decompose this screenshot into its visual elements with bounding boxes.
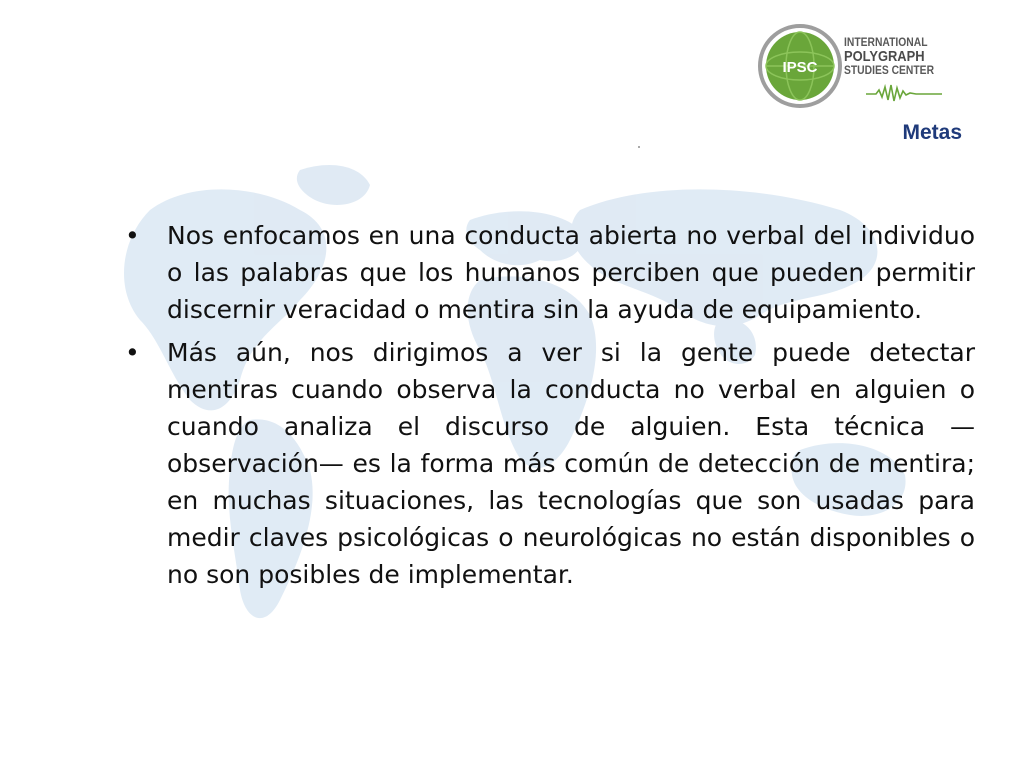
slide-title: Metas [902, 121, 962, 144]
ipsc-logo [758, 24, 948, 108]
polygraph-wave-icon [866, 82, 942, 104]
bullet-marker: • [125, 338, 140, 367]
stray-dot [638, 146, 640, 148]
logo-wordmark [844, 36, 934, 77]
logo-emblem-text: IPSC [782, 59, 818, 76]
logo-line-3: STUDIES CENTER [844, 63, 935, 77]
bullet-item [125, 217, 975, 328]
logo-line-1: INTERNATIONAL [844, 35, 928, 49]
bullet-text: Nos enfocamos en una conducta abierta no verbal del individuo o las palabras que los humanos perciben que pueden permitir discernir veracidad o mentira sin la ayuda de equipamiento. [167, 221, 975, 324]
globe-emblem-icon [758, 24, 842, 108]
bullet-item [125, 334, 975, 593]
bullet-text: Más aún, nos dirigimos a ver si la gente puede detectar mentiras cuando observa la conducta no verbal en alguien o cuando analiza el discurso de alguien. Esta técnica — observación— es la forma más común de detección de mentira; en muchas situaciones, las tecnologías que son usadas para medir claves psicológicas o neurológicas no están disponibles o no son posibles de implementar. [167, 338, 975, 589]
logo-line-2: POLYGRAPH [844, 48, 925, 65]
bullet-marker: • [125, 221, 140, 250]
bullet-list [125, 217, 975, 599]
